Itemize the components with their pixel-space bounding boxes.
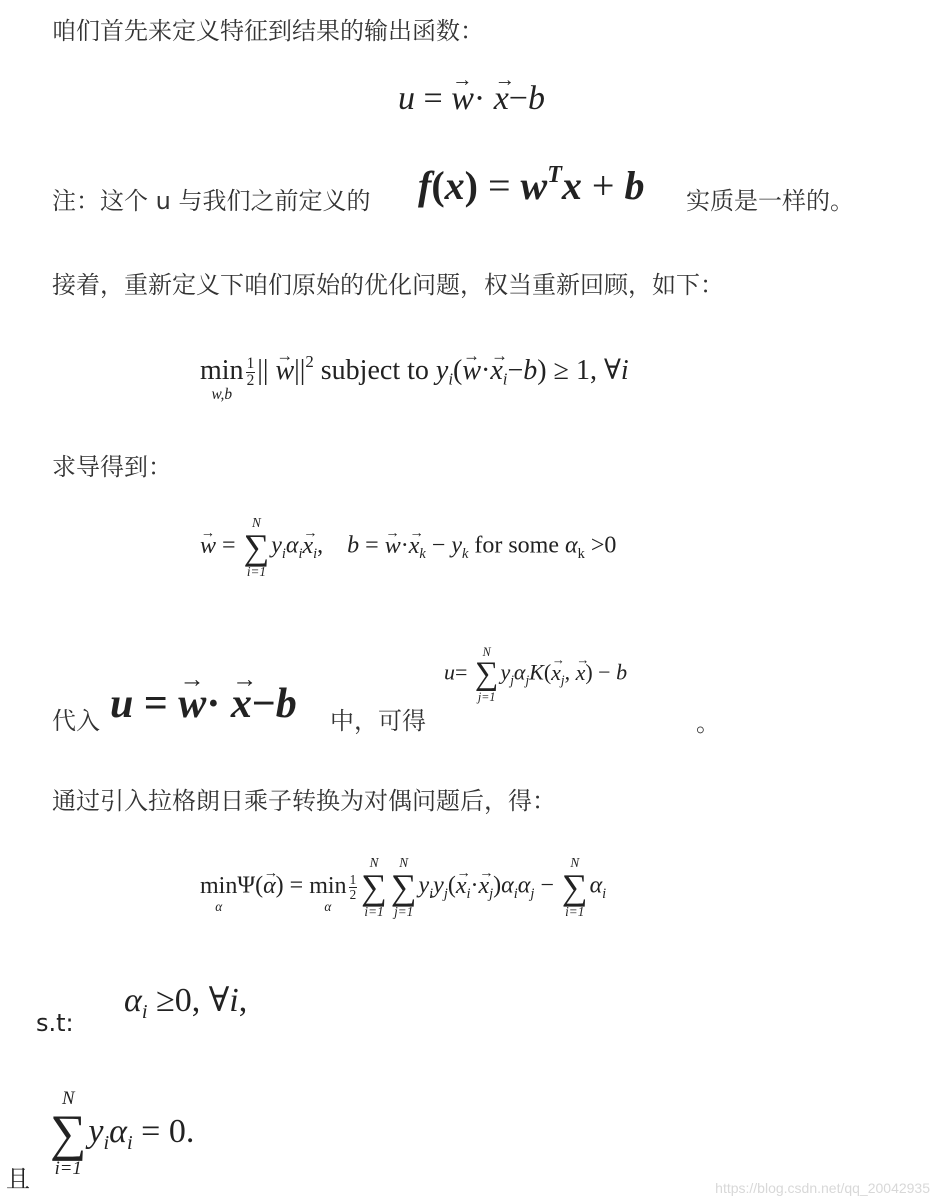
primal-intro-text: 接着，重新定义下咱们原始的优化问题，权当重新回顾，如下：	[52, 271, 724, 299]
substitute-formula: u = → w· → x−b	[110, 680, 297, 728]
dual-formula: min α Ψ(→ α) = min α $\frac{1}{2}$ N ∑ i=1 N ∑ j=1 $y_iy_j(\to x_i\cdot\to x_j)\alpha_i\alpha_j$ − N ∑ i=1 $\alpha_i$	[200, 856, 606, 918]
substitute-prefix: 代入	[52, 707, 100, 735]
fx-formula: $f(x) = w^Tx + b$	[418, 162, 645, 208]
substitute-middle: 中，可得	[330, 707, 426, 735]
substitute-suffix: 。	[696, 709, 720, 737]
derivative-formula: → w = N ∑ i=1 $y_i\alpha_i\to x_i$, b = → $w\cdot\to x_k - y_k$ for some $\alpha_k >0$	[200, 516, 616, 578]
watermark-url: https://blog.csdn.net/qq_20042935	[715, 1180, 930, 1196]
dual-intro-text: 通过引入拉格朗日乘子转换为对偶问题后，得：	[52, 787, 556, 815]
derivative-intro-text: 求导得到：	[52, 453, 172, 481]
primal-formula: min w,b $\frac{1}{2}$ || → $w||^2$ subject to $y_i(\to w\cdot\to x_i-b) \ge 1$, ∀i	[200, 352, 629, 402]
constraint-1-formula: $\alpha_i \ge 0$, ∀i,	[124, 982, 248, 1024]
note-prefix: 注：这个 u 与我们之前定义的	[52, 187, 371, 215]
note-suffix: 实质是一样的。	[686, 187, 854, 215]
intro-text: 咱们首先来定义特征到结果的输出函数：	[52, 17, 484, 45]
st-label: s.t:	[36, 1009, 74, 1037]
output-function-formula: u = → w· → x−b	[398, 80, 545, 118]
kernel-formula: u= N ∑ j=1 $y_j\alpha_jK(\to x_j$, → x) − b	[444, 646, 627, 703]
and-label: 且	[6, 1165, 30, 1193]
constraint-2-formula: N ∑ i=1 $y_i\alpha_i = 0$.	[50, 1088, 195, 1179]
